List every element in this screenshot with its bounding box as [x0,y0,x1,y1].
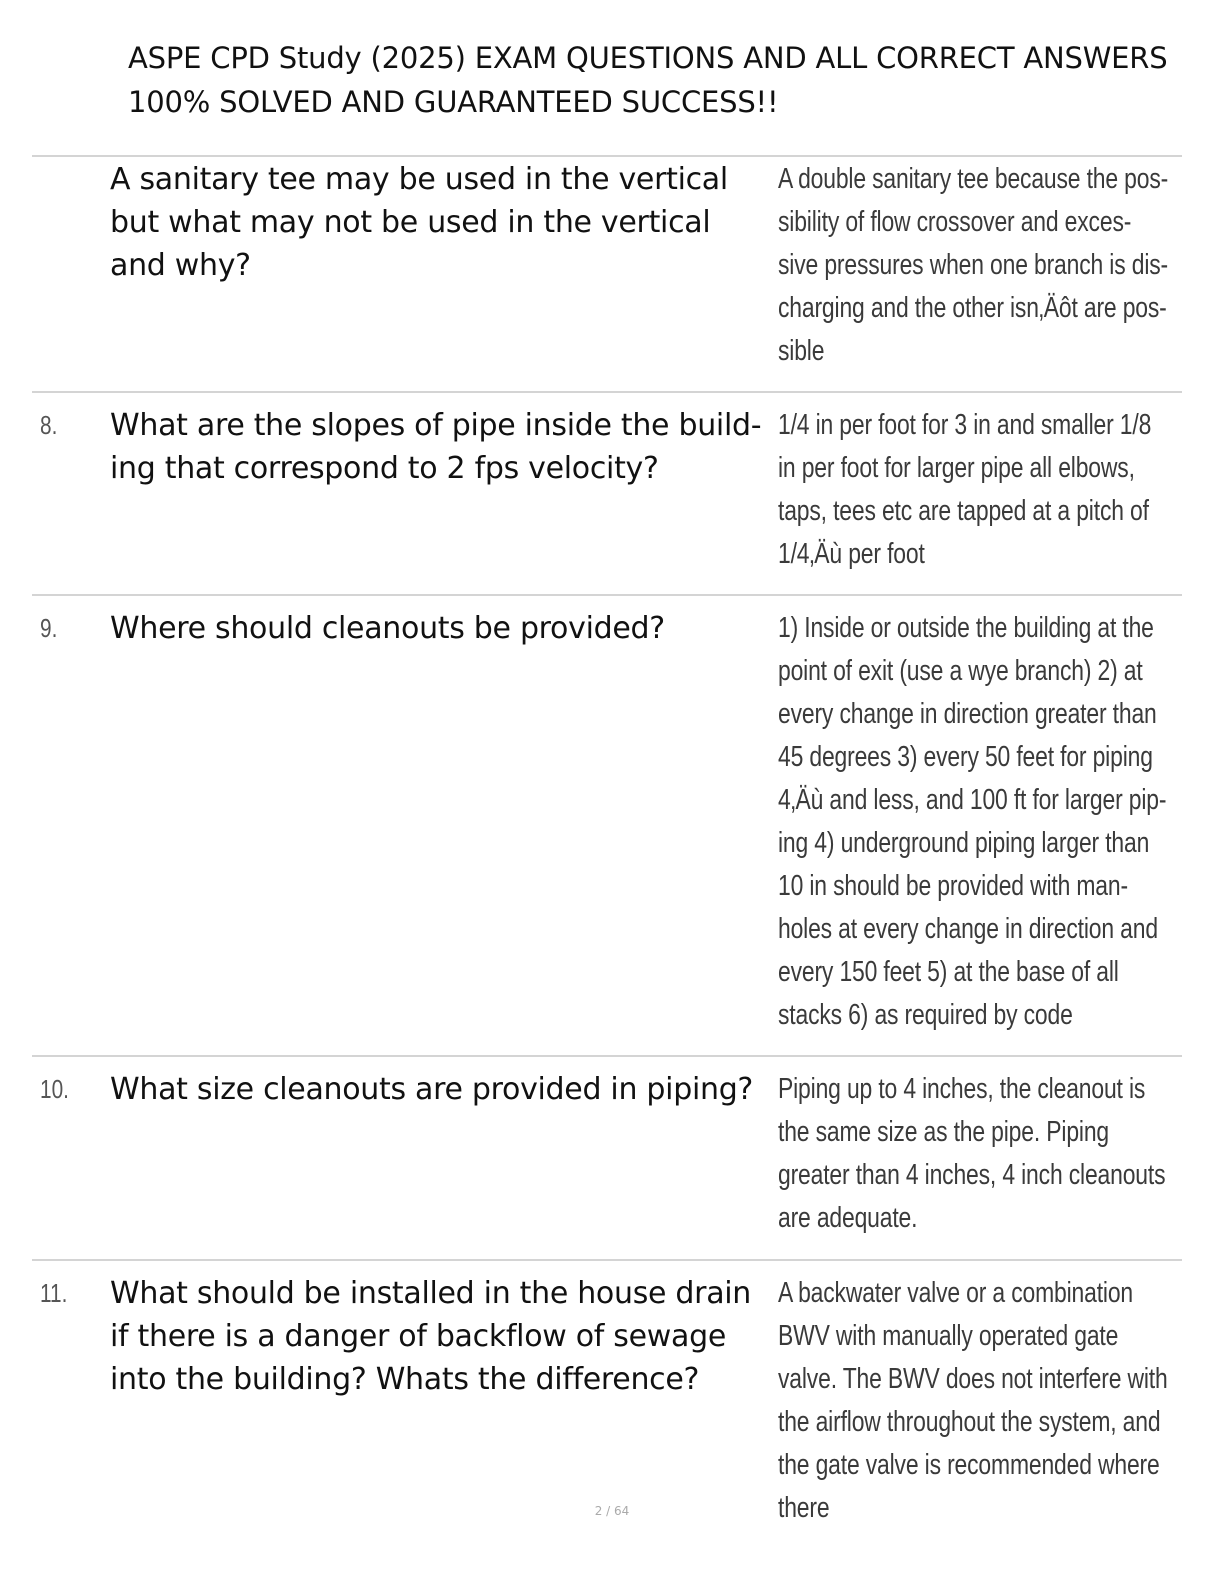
card-number: 8. [40,410,58,440]
card-question: Where should cleanouts be provided? [110,611,665,646]
card-answer: Piping up to 4 inches, the cleanout is the same size as the pipe. Piping greater than 4 inches, 4 inch cleanouts are adequate. [778,1073,1166,1234]
card-question: What should be installed in the house drain if there is a danger of backflow of sewage into the building? Whats the difference? [110,1276,752,1397]
card-question: What size cleanouts are provided in piping? [110,1072,754,1107]
card-answer: A backwater valve or a combination BWV with manually operated gate valve. The BWV does not interfere with the airflow throughout the system, and the gate valve is recommended where there [778,1277,1168,1524]
document-title: ASPE CPD Study (2025) EXAM QUESTIONS AND ALL CORRECT ANSWERS 100% SOLVED AND GUARANTEED SUCCESS!! [128,41,1168,119]
divider [32,155,1182,157]
card-number: 11. [40,1278,68,1308]
card-question: What are the slopes of pipe inside the build- ing that correspond to 2 fps velocity? [110,408,762,486]
divider [32,1055,1182,1057]
card-answer: A double sanitary tee because the pos- sibility of flow crossover and exces- sive pressures when one branch is dis- charging and the other isn‚Äôt are pos- sible [778,163,1169,367]
card-question: A sanitary tee may be used in the vertical but what may not be used in the vertical and why? [110,162,728,283]
divider [32,594,1182,596]
card-number: 9. [40,613,58,643]
card-number: 10. [40,1074,69,1104]
card-answer: 1) Inside or outside the building at the point of exit (use a wye branch) 2) at every change in direction greater than 45 degrees 3) every 50 feet for piping 4‚Äù and less, and 100 ft for larger pip- ing 4) underground piping larger than 10 in should be provided with man- holes at every change in direction and every 150 feet 5) at the base of all stacks 6) as required by code [778,612,1167,1031]
divider [32,1259,1182,1261]
card-answer: 1/4 in per foot for 3 in and smaller 1/8 in per foot for larger pipe all elbows, taps, tees etc are tapped at a pitch of 1/4‚Äù per foot [778,409,1152,570]
divider [32,391,1182,393]
page-number: 2 / 64 [594,1504,630,1518]
